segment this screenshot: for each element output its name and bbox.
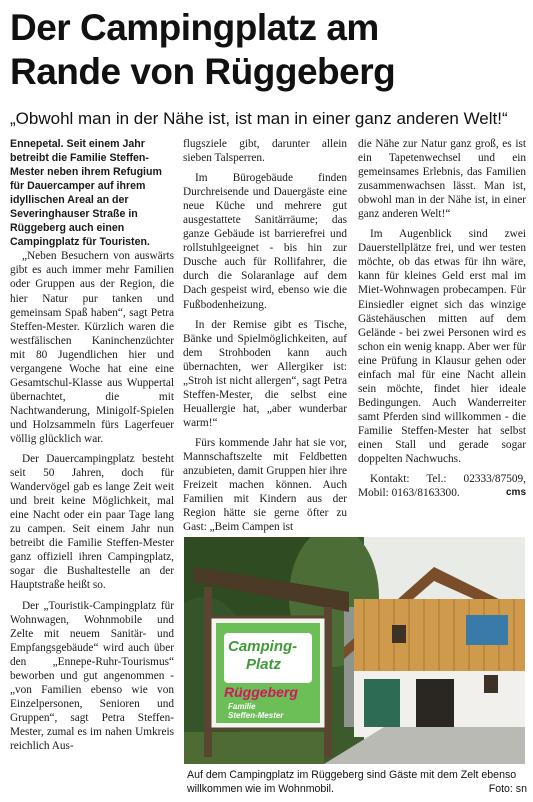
article-paragraph: flugsziele gibt, darunter allein sieben Talsperren. (183, 138, 347, 165)
sign-text-platz: Platz (246, 656, 282, 673)
article-column-3 (358, 137, 526, 533)
contact-line (358, 472, 526, 500)
photo-credit: Foto: sn (488, 783, 527, 795)
article-paragraph: Im Augenblick sind zwei Dauerstellplätze frei, und wer testen möchte, ob das etwas für ihn wäre, kann für kleines Geld erst mal im Miet-Wohnwagen probecampen. Für Einsiedler eignet sich das winzige Gästehäuschen mitten auf dem Gelände - bei zwei Personen wird es schon ein wenig knapp. Aber wer für eine Prüfung in Klausur gehen oder einfach mal für eine Nacht allein sein möchte, findet hier ideale Bedingungen. Auch Wanderreiter samt Pferden sind willkommen - die Familie Steffen-Mester hat selbst einen Stall und gerade sogar doppelten Nachwuchs. (358, 228, 526, 466)
article-paragraph: Fürs kommende Jahr hat sie vor, Mannschaftszelte mit Feldbetten anzubieten, damit Gruppen hier ihre Freizeit machen können. Auch Familien mit Kindern aus der Region hätte sie gerne öfter zu Gast: „Beim Campen ist (183, 436, 347, 534)
article-subheadline: „Obwohl man in der Nähe ist, ist man in einer ganz anderen Welt!“ (10, 109, 508, 128)
caption-text: Auf dem Campingplatz im Rüggeberg sind Gäste mit dem Zelt ebenso willkommen wie im Wohnmobil. (187, 769, 517, 795)
sign-text-steffen-mester: Steffen-Mester (228, 711, 284, 720)
article-column-1 (10, 137, 174, 797)
article-paragraph: Der Dauercampingplatz besteht seit 50 Jahren, doch für Wandervögel gab es lange Zeit weit und breit keine Möglichkeit, mal eine Nacht oder ein paar Tage lang zu campen. Seit einem Jahr nun betreibt die Familie Steffen-Mester ganz offiziell ihren Campingplatz, sogar die Bushaltestelle an der Hauptstraße heißt so. (10, 453, 174, 592)
article-paragraph: In der Remise gibt es Tische, Bänke und Spielmöglichkeiten, auf dem Strohboden kann auch übernachten, wer Allergiker ist: „Stroh ist nicht allergen“, sagt Petra Steffen-Mester, die selbst eine Heuallergie hat, „aber wunderbar warm!“ (183, 318, 347, 429)
campsite-photo-illustration (184, 537, 525, 764)
article-lead: Ennepetal. Seit einem Jahr betreibt die Familie Steffen-Mester neben ihrem Refugium für Dauercamper auf ihrem idyllischen Areal an der Severinghauser Straße in Rüggeberg auch einen Campingplatz für Touristen. (10, 138, 162, 249)
sign-text-camping: Camping- (228, 638, 298, 655)
article-paragraph: Der „Touristik-Campingplatz für Wohnwagen, Wohnmobile und Zelte mit neuem Sanitär- und Empfangsgebäude“ wird auch über den „Ennepe-Ruhr-Tourismus“ beworben und gut angenommen - „von Familien ebenso wie von Einzelpersonen, Senioren und Gruppen“, sagt Petra Steffen-Mester, zumal es im nahen Umkreis reichlich Aus- (10, 599, 174, 752)
article-paragraph: die Nähe zur Natur ganz groß, es ist ein Tapetenwechsel und ein gemeinsames Erlebnis, das Familien zusammenwachsen lässt. Man ist, obwohl man in der Nähe ist, in einer ganz anderen Welt!“ (358, 138, 526, 221)
article-headline (10, 6, 525, 94)
article-column-2 (183, 137, 347, 533)
headline-line-1: Der Campingplatz am (10, 7, 379, 48)
sign-text-rueggeberg: Rüggeberg (224, 684, 298, 700)
article-paragraph: Im Bürogebäude finden Durchreisende und Dauergäste eine neue Küche und mehrere gut ausgestattete Sanitärräume; das ganze Gebäude ist barrierefrei und rollstuhlgeeignet - bis hin zur Dusche auch für Rollifahrer, die durch die Solaranlage auf dem Dach gespeist wird, ebenso wie die Fußbodenheizung. (183, 172, 347, 311)
contact-text: Kontakt: Tel.: 02333/87509, Mobil: 0163/8163300. (358, 473, 526, 500)
headline-line-2: Rande von Rüggeberg (10, 51, 396, 92)
campsite-photo (184, 537, 525, 764)
author-signature: cms (505, 487, 526, 499)
article-paragraph: „Neben Besuchern von auswärts gibt es auch immer mehr Familien oder Gruppen aus der Region, die hier Natur pur tanken und gemeinsam Spaß haben“, sagt Petra Steffen-Mester. Kürzlich waren die westfälischen Kaninchenzüchter mit 80 Jugendlichen hier und vergangene Woche hat eine eine Gesamtschul-Klasse aus Wuppertal übernachtet, die mit Nachtwanderung, Minigolf-Spielen und Holzsammeln fürs Lagerfeuer völlig glücklich war. (10, 250, 174, 445)
photo-caption (187, 768, 527, 796)
sign-text-familie: Familie (228, 702, 256, 711)
